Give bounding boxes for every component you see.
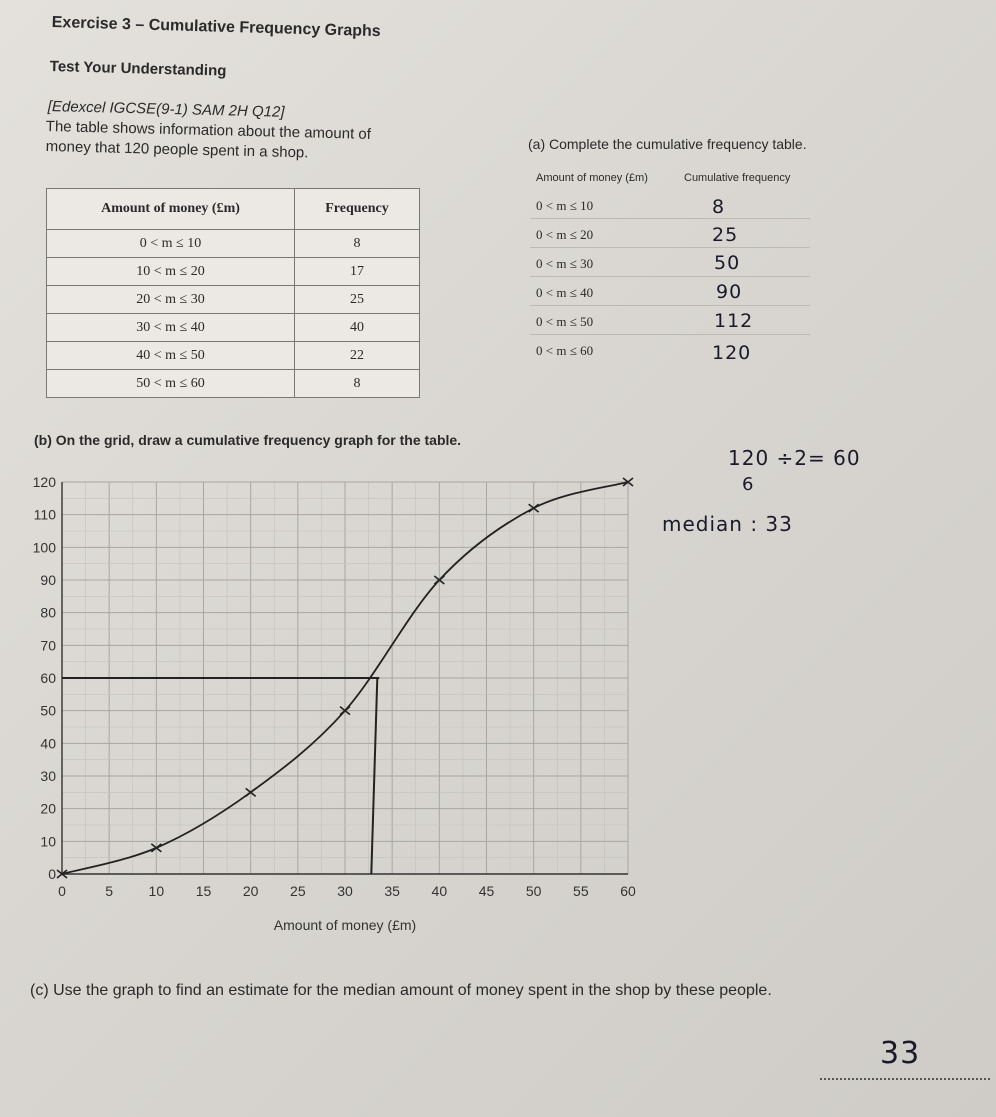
x-tick-label: 15: [195, 883, 212, 899]
intro-line-2: money that 120 people spent in a shop.: [45, 138, 309, 162]
cum-answer-5: 112: [714, 310, 754, 332]
cum-row-6: [536, 343, 593, 359]
cum-row-1: [536, 198, 593, 214]
cum-row-4: [536, 285, 593, 301]
frequency-cell: 8: [295, 230, 420, 258]
y-tick-label: 90: [40, 572, 56, 588]
x-tick-label: 10: [148, 883, 165, 899]
x-tick-label: 60: [620, 883, 636, 899]
cum-range: 0 < m ≤ 50: [536, 314, 594, 329]
cum-answer-1: 8: [712, 196, 726, 218]
x-tick-label: 40: [431, 883, 448, 899]
range-cell: 40 < m ≤ 50: [47, 342, 295, 370]
part-a-question: (a) Complete the cumulative frequency table.: [528, 136, 807, 152]
x-tick-label: 45: [478, 883, 495, 899]
table-row: [47, 370, 420, 398]
chart-ticks: [33, 474, 636, 899]
section-title: Test Your Understanding: [49, 58, 227, 80]
header-frequency: Frequency: [295, 189, 420, 230]
y-tick-label: 20: [40, 800, 56, 817]
table-row: [47, 342, 420, 370]
cum-answer-2: 25: [712, 224, 739, 246]
range-cell: 0 < m ≤ 10: [47, 230, 295, 258]
cum-col1-heading: Amount of money (£m): [536, 172, 648, 184]
cumulative-frequency-chart: [0, 460, 700, 940]
y-tick-label: 100: [32, 539, 56, 556]
cum-range: 0 < m ≤ 10: [536, 198, 594, 213]
exercise-title: Exercise 3 – Cumulative Frequency Graphs: [51, 14, 381, 41]
x-tick-label: 25: [290, 883, 306, 899]
header-amount: Amount of money (£m): [47, 189, 295, 230]
table-row: [47, 230, 420, 258]
median-note: median : 33: [662, 512, 793, 536]
question-source: [Edexcel IGCSE(9-1) SAM 2H Q12]: [47, 98, 285, 121]
x-tick-label: 20: [242, 883, 259, 899]
y-tick-label: 0: [48, 866, 56, 882]
range-cell: 50 < m ≤ 60: [47, 370, 295, 398]
y-tick-label: 40: [40, 735, 56, 752]
cum-answer-6: 120: [712, 342, 752, 364]
intro-line-1: The table shows information about the amount of: [45, 118, 372, 143]
y-tick-label: 30: [40, 768, 56, 784]
cum-row-5: [536, 314, 593, 330]
frequency-cell: 40: [295, 314, 420, 342]
x-tick-label: 50: [525, 883, 542, 899]
cum-divider: [530, 305, 810, 306]
frequency-cell: 25: [295, 286, 420, 314]
x-tick-label: 35: [384, 883, 400, 899]
cum-row-2: [536, 227, 593, 243]
x-tick-label: 5: [105, 883, 114, 899]
working-note: 6: [742, 474, 755, 495]
cum-divider: [530, 218, 810, 219]
y-tick-label: 120: [32, 474, 56, 490]
cum-range: 0 < m ≤ 60: [536, 343, 594, 358]
cum-range: 0 < m ≤ 40: [536, 285, 594, 300]
y-tick-label: 50: [40, 702, 56, 719]
frequency-table: [46, 188, 420, 398]
table-row: [47, 286, 420, 314]
frequency-cell: 17: [295, 258, 420, 286]
cum-row-3: [536, 256, 593, 272]
part-c-answer: 33: [880, 1036, 921, 1071]
range-cell: 30 < m ≤ 40: [47, 314, 295, 342]
cum-divider: [530, 276, 810, 277]
x-tick-label: 0: [58, 883, 66, 899]
cum-answer-4: 90: [716, 281, 743, 303]
part-b-question: (b) On the grid, draw a cumulative frequency graph for the table.: [34, 432, 462, 448]
y-tick-label: 70: [40, 637, 56, 654]
range-cell: 20 < m ≤ 30: [47, 286, 295, 314]
range-cell: 10 < m ≤ 20: [47, 258, 295, 286]
answer-line: [820, 1078, 990, 1080]
x-tick-label: 30: [337, 883, 353, 899]
cum-range: 0 < m ≤ 30: [536, 256, 594, 271]
median-working: 120 ÷2= 60: [728, 446, 861, 470]
cum-divider: [530, 247, 810, 248]
cum-answer-3: 50: [714, 252, 741, 274]
cum-divider: [530, 334, 810, 335]
part-c-question: (c) Use the graph to find an estimate for the median amount of money spent in the shop by these people.: [30, 982, 772, 999]
y-tick-label: 10: [40, 833, 56, 850]
frequency-table-header: [47, 189, 420, 230]
x-axis-label: Amount of money (£m): [273, 917, 417, 933]
table-row: [47, 314, 420, 342]
x-tick-label: 55: [573, 883, 589, 899]
cum-range: 0 < m ≤ 20: [536, 227, 594, 242]
table-row: [47, 258, 420, 286]
y-tick-label: 110: [33, 506, 56, 523]
y-tick-label: 60: [40, 670, 56, 686]
y-tick-label: 80: [40, 604, 56, 621]
cum-col2-heading: Cumulative frequency: [684, 172, 791, 184]
frequency-cell: 8: [295, 370, 420, 398]
frequency-cell: 22: [295, 342, 420, 370]
